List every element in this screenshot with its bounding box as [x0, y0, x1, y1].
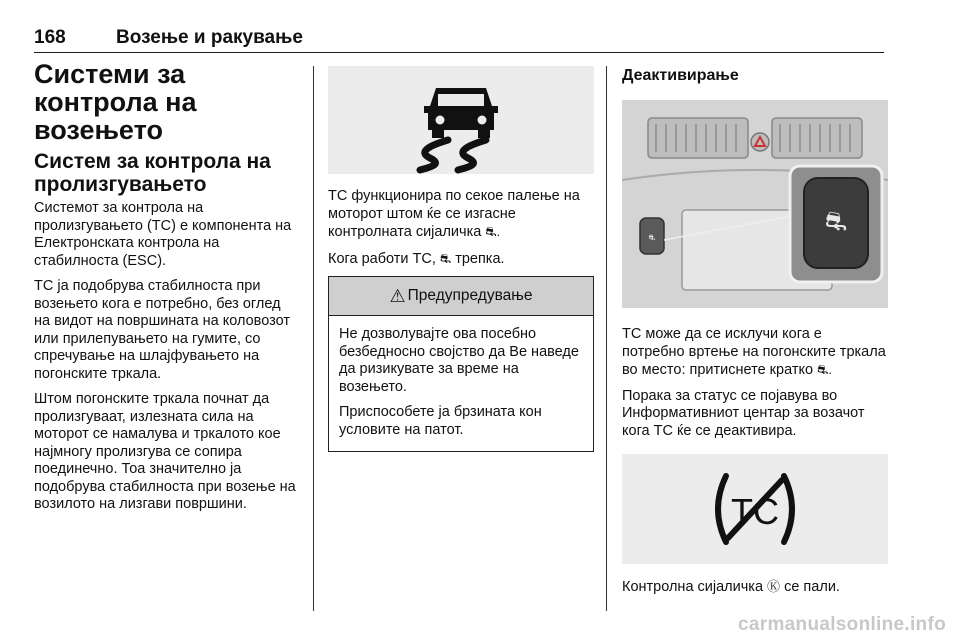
paragraph: Приспособете ја брзината кон условите на патот.	[339, 404, 542, 438]
tc-off-lamp-figure	[622, 454, 888, 564]
paragraph: Штом погонските тркала почнат да пролизгуваат, излезната сила на моторот се намалува и тркалото кое најмногу пролизгува се сопира поединечно. Тоа значително ја подобрува стабилноста при возење на возилото на лизгави површини.	[34, 391, 296, 512]
chapter-title: Возење и ракување	[116, 27, 303, 48]
paragraph: TC може да се исклучи кога е потребно вртење на погонските тркала во место: притиснете кратко ⛐.	[622, 326, 886, 378]
tc-off-icon	[622, 454, 888, 564]
traction-control-symbol: ⛐.	[817, 362, 832, 377]
svg-text:⛐: ⛐	[648, 233, 656, 242]
section-title: Деактивирање	[622, 67, 739, 84]
warning-body	[329, 316, 593, 451]
svg-text:⛐: ⛐	[824, 207, 848, 237]
traction-control-symbol: ⛐.	[485, 224, 501, 239]
traction-control-symbol: ⛐	[439, 250, 452, 266]
paragraph: Системот за контрола на пролизгувањето (TC) е компонента на Електронската контрола на стабилноста (ESC).	[34, 200, 292, 269]
subsection-title: Систем за контрола на пролизгувањето	[34, 150, 271, 196]
warning-title: Предупредување	[407, 287, 533, 304]
warning-box	[328, 276, 594, 452]
column-right	[622, 66, 888, 605]
warning-header	[329, 277, 593, 316]
column-middle	[328, 66, 594, 452]
dashboard-illustration	[622, 100, 888, 308]
tc-off-label: TC	[731, 491, 779, 532]
warning-triangle-icon: ⚠	[389, 285, 406, 306]
paragraph: Контролна сијаличка Ⓚ се пали.	[622, 579, 840, 595]
column-left	[34, 60, 300, 522]
paragraph: TC функционира по секое палење на моторот штом ќе се изгасне контролната сијаличка ⛐.	[328, 188, 580, 240]
tc-off-symbol: Ⓚ	[767, 579, 781, 594]
traction-control-figure	[328, 66, 594, 174]
watermark: carmanualsonline.info	[738, 614, 946, 635]
traction-control-icon	[328, 66, 594, 174]
page-header	[34, 22, 884, 53]
paragraph: Порака за статус се појавува во Информативниот центар за возачот кога TC ќе се деактивира.	[622, 387, 865, 439]
dashboard-figure	[622, 100, 888, 308]
paragraph: Не дозволувајте ова посебно безбедносно својство да Ве наведе да ризикувате за време на возењето.	[339, 326, 579, 395]
page-number: 168	[34, 27, 66, 48]
paragraph: TC ја подобрува стабилноста при возењето кога е потребно, без оглед на видот на површината на коловозот или прилепувањето на гумите, со спречување на шлајфувањето на погонските тркала.	[34, 278, 290, 382]
column-divider	[606, 66, 607, 611]
column-divider	[313, 66, 314, 611]
section-title: Системи за контрола на возењето	[34, 59, 197, 145]
paragraph: Кога работи TC, ⛐ трепка.	[328, 250, 505, 267]
